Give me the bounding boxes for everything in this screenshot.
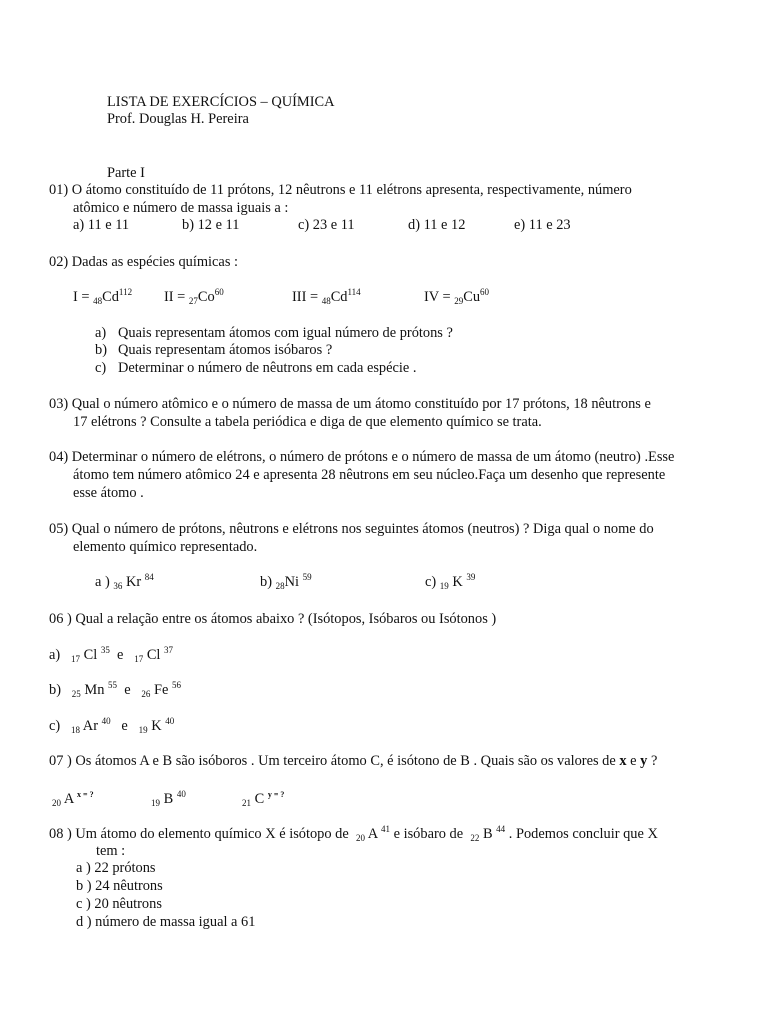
q04-line2: átomo tem número atômico 24 e apresenta 28 nêutrons em seu núcleo.Faça um desenho que represente [73, 467, 666, 483]
q07-atom-b: $_{19}$ B $^{40}$ [151, 789, 186, 808]
q02-item-c-text: Determinar o número de nêutrons em cada espécie . [118, 360, 417, 376]
q01-line2: atômico e número de massa iguais a : [73, 200, 289, 216]
q02-species-4: IV = $_{29}Cu^{60}$ [424, 287, 490, 306]
q04-line1: 04) Determinar o número de elétrons, o número de prótons e o número de massa de um átomo (neutro) .Esse [49, 449, 675, 465]
q06-intro: 06 ) Qual a relação entre os átomos abaixo ? (Isótopos, Isóbaros ou Isótonos ) [49, 611, 497, 627]
author: Prof. Douglas H. Pereira [107, 111, 249, 127]
q05-atom-b: b) $_{28}$Ni $^{59}$ [260, 572, 312, 591]
q02-species-3: III = $_{48}Cd^{114}$ [292, 287, 361, 306]
q05-line2: elemento químico representado. [73, 539, 258, 555]
q03-line2: 17 elétrons ? Consulte a tabela periódica e diga de que elemento químico se trata. [73, 414, 542, 430]
q08-option-c: c ) 20 nêutrons [76, 896, 162, 912]
q01-option-e: e) 11 e 23 [514, 217, 571, 233]
q08-option-b: b ) 24 nêutrons [76, 878, 163, 894]
q06-pair-b: b) $_{25}$ Mn $^{55}$ e $_{26}$ Fe $^{56}$ [49, 680, 182, 699]
q08-line2: tem : [96, 843, 126, 859]
q07-atom-a: $_{20}$ A $^{x = ?}$ [52, 790, 94, 808]
q02-intro: 02) Dadas as espécies químicas : [49, 254, 239, 270]
q03-line1: 03) Qual o número atômico e o número de massa de um átomo constituído por 17 prótons, 18 nêutrons e [49, 396, 651, 412]
q02-species-2: II = $_{27}Co^{60}$ [164, 287, 224, 306]
q07-atom-c: $_{21}$ C $^{y = ?}$ [242, 790, 285, 808]
q07-question: 07 ) Os átomos A e B são isóboros . Um terceiro átomo C, é isótono de B . Quais são os valores de x e y ? [49, 753, 658, 769]
q04-line3: esse átomo . [73, 485, 144, 501]
q08-option-d: d ) número de massa igual a 61 [76, 914, 256, 930]
part-heading: Parte I [107, 165, 145, 181]
q02-item-a-text: Quais representam átomos com igual número de prótons ? [118, 325, 453, 341]
q01-option-a: a) 11 e 11 [73, 217, 130, 233]
q01-option-d: d) 11 e 12 [408, 217, 466, 233]
q02-item-b-letter: b) [95, 342, 107, 358]
page-title: LISTA DE EXERCÍCIOS – QUÍMICA [107, 94, 335, 110]
q06-pair-a: a) $_{17}$ Cl $^{35}$ e $_{17}$ Cl $^{37}$ [49, 645, 174, 664]
q01-option-c: c) 23 e 11 [298, 217, 355, 233]
q06-pair-c: c) $_{18}$ Ar $^{40}$ e $_{19}$ K $^{40}$ [49, 716, 175, 735]
q05-atom-c: c) $_{19}$ K $^{39}$ [425, 572, 476, 591]
q02-item-a-letter: a) [95, 325, 107, 341]
q05-atom-a: a ) $_{36}$ Kr $^{84}$ [95, 572, 154, 591]
q02-item-c-letter: c) [95, 360, 107, 376]
q08-question: 08 ) Um átomo do elemento químico X é isótopo de $_{20}$ A $^{41}$ e isóbaro de $_{22}$ B $^{44}$ . Podemos concluir que X [49, 824, 658, 843]
q01-line1: 01) O átomo constituído de 11 prótons, 12 nêutrons e 11 elétrons apresenta, respectivamente, número [49, 182, 632, 198]
q08-option-a: a ) 22 prótons [76, 860, 156, 876]
q02-item-b-text: Quais representam átomos isóbaros ? [118, 342, 333, 358]
q01-option-b: b) 12 e 11 [182, 217, 240, 233]
q05-line1: 05) Qual o número de prótons, nêutrons e elétrons nos seguintes átomos (neutros) ? Diga qual o nome do [49, 521, 654, 537]
q02-species-1: $I = _{48}Cd^{112}$ [73, 287, 133, 306]
